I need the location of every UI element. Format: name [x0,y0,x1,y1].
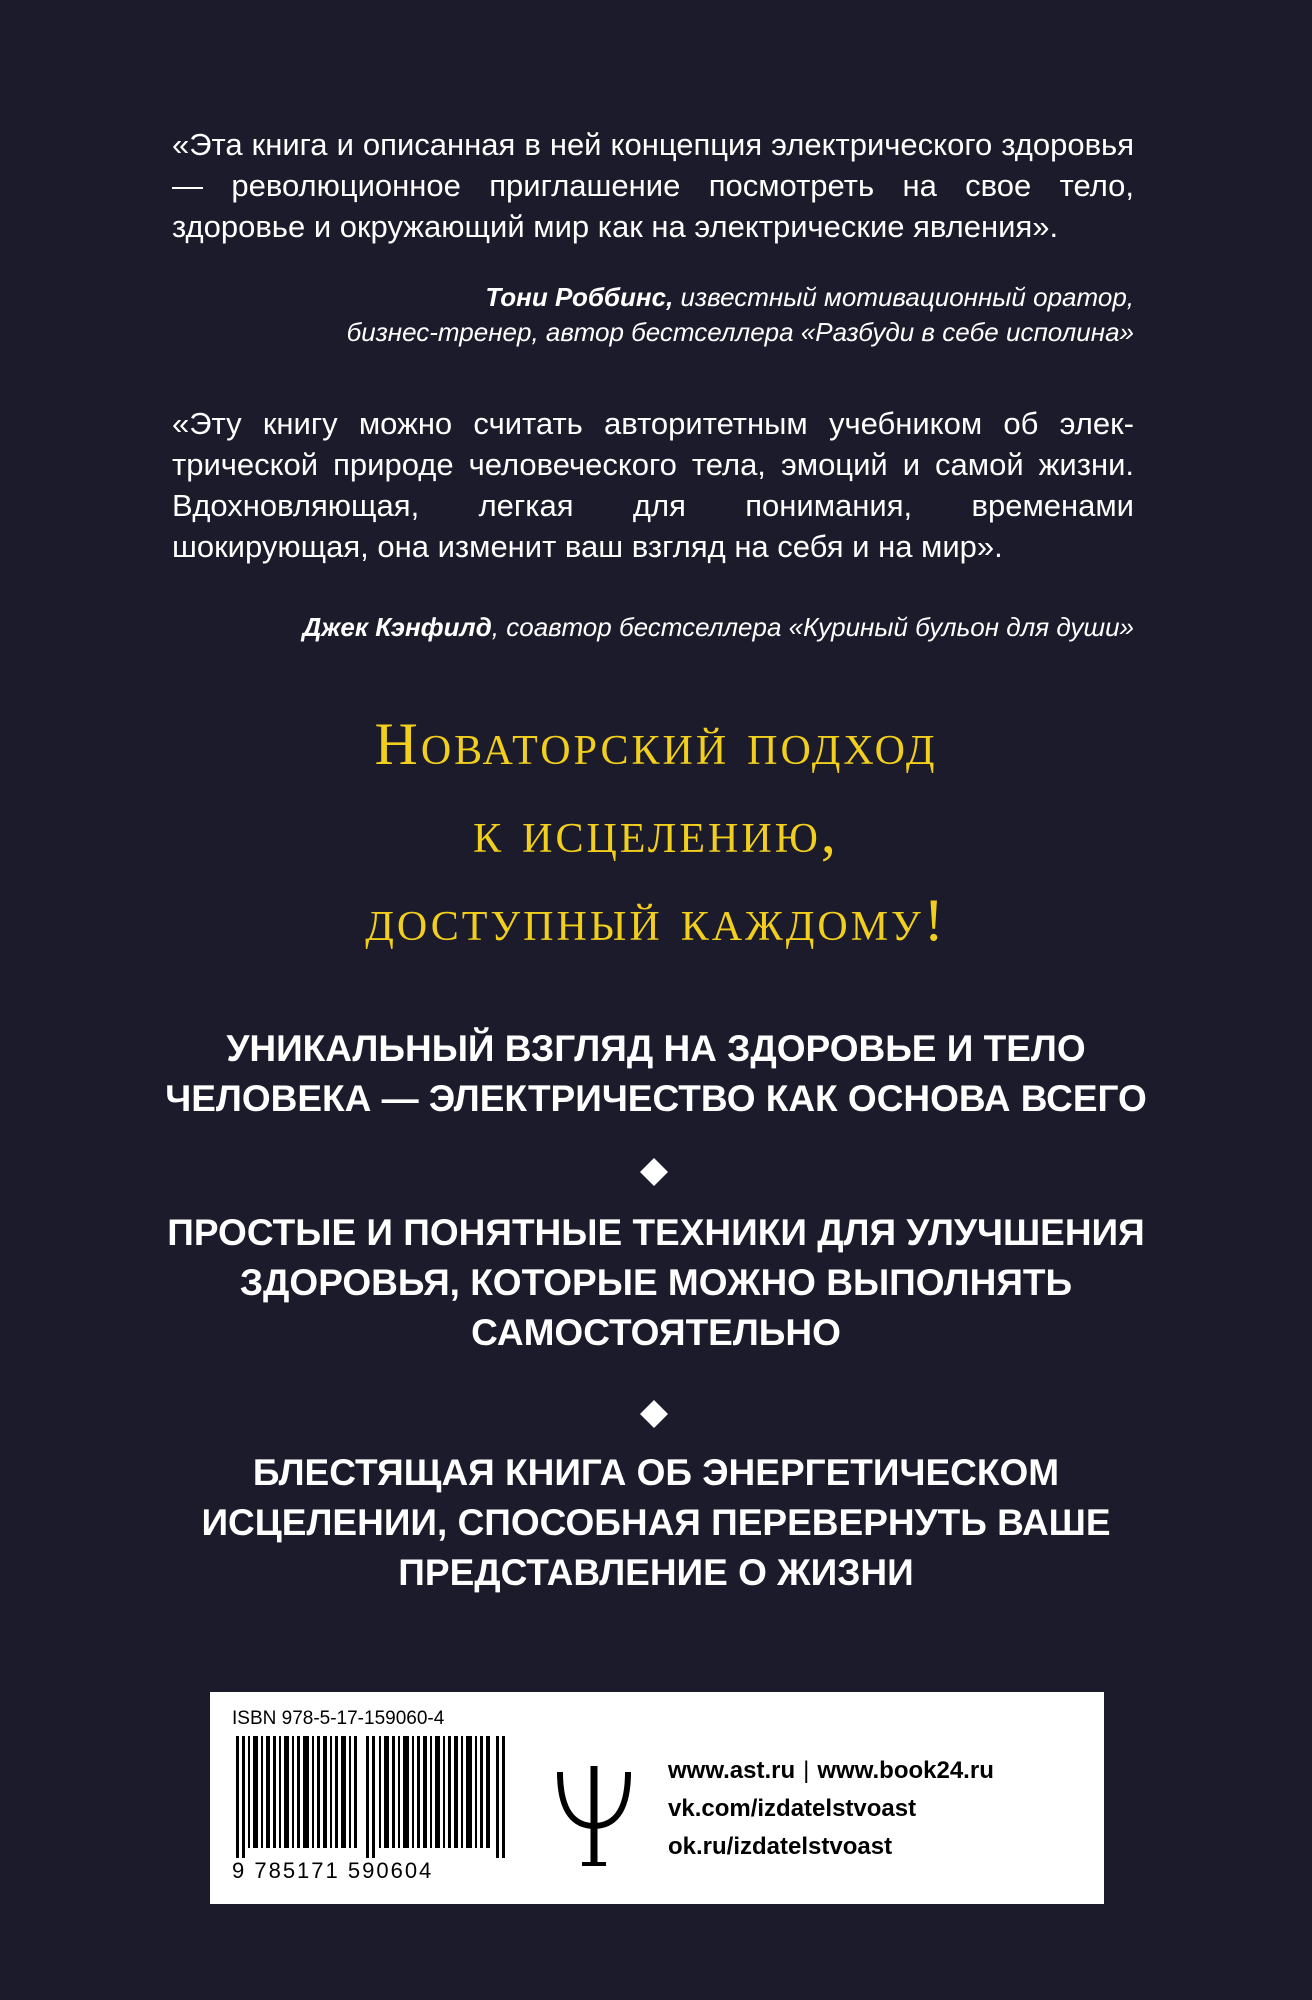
barcode-panel [210,1692,1104,1904]
website-link-ast[interactable]: www.ast.ru [668,1757,796,1784]
headline-line: к исцелению, [473,799,839,865]
quote-canfield [172,403,1134,567]
diamond-bullet-icon [640,1158,668,1186]
feature-line: ЧЕЛОВЕКА — ЭЛЕКТРИЧЕСТВО КАК ОСНОВА ВСЕГО [165,1078,1147,1119]
feature-line: БЛЕСТЯЩАЯ КНИГА ОБ ЭНЕРГЕТИЧЕСКОМ [252,1452,1060,1493]
feature-line: ЗДОРОВЬЯ, КОТОРЫЕ МОЖНО ВЫПОЛНЯТЬ [239,1262,1073,1303]
attribution-robbins [234,280,1134,350]
feature-1 [0,1024,1312,1124]
feature-3 [0,1448,1312,1598]
quote-robbins [172,124,1134,247]
feature-line: УНИКАЛЬНЫЙ ВЗГЛЯД НА ЗДОРОВЬЕ И ТЕЛО [226,1028,1086,1069]
attribution-line: бизнес-тренер, автор бестселлера «Разбуди в себе исполина» [346,317,1134,347]
author-name: Тони Роббинс, [485,282,674,312]
author-name: Джек Кэнфилд [302,612,492,642]
headline-line: доступный каждому! [365,887,947,953]
feature-line: САМОСТОЯТЕЛЬНО [471,1312,841,1353]
feature-line: ПРЕДСТАВЛЕНИЕ О ЖИЗНИ [398,1552,914,1593]
feature-2 [0,1208,1312,1358]
quote-text: «Эту книгу можно считать авторитетным учебником об элек-трической природе человеческого тела, эмоций и самой жизни. Вдохновляющая, легкая для понимания, временами шокирующая, она изменит ваш взгляд на себя и на мир». [172,406,1134,564]
psi-logo-icon [556,1764,632,1868]
author-description: , соавтор бестселлера «Куриный бульон для души» [491,612,1134,642]
quote-text: «Эта книга и описанная в ней концепция электрического здоровья — революционное приглашение посмотреть на свое тело, здоровье и окружающий мир как на электрические явления». [172,127,1134,244]
diamond-bullet-icon [640,1400,668,1428]
publisher-links [668,1752,994,1866]
website-link-book24[interactable]: www.book24.ru [817,1757,994,1784]
ok-link[interactable]: ok.ru/izdatelstvoast [668,1833,893,1860]
barcode-digits: 9 785171 590604 [232,1858,434,1883]
website-line [668,1752,994,1790]
feature-line: ПРОСТЫЕ И ПОНЯТНЫЕ ТЕХНИКИ ДЛЯ УЛУЧШЕНИЯ [167,1212,1145,1253]
attribution-line [234,280,1134,315]
barcode-icon [236,1736,506,1858]
attribution-canfield [234,610,1134,645]
link-separator: | [803,1757,810,1784]
feature-line: ИСЦЕЛЕНИИ, СПОСОБНАЯ ПЕРЕВЕРНУТЬ ВАШЕ [201,1502,1111,1543]
vk-link[interactable]: vk.com/izdatelstvoast [668,1795,917,1822]
headline [0,700,1312,964]
attribution-line [234,610,1134,645]
headline-line: Новаторский подход [374,711,938,777]
isbn-label: ISBN 978-5-17-159060-4 [232,1708,445,1729]
author-description: известный мотивационный оратор, [673,282,1134,312]
